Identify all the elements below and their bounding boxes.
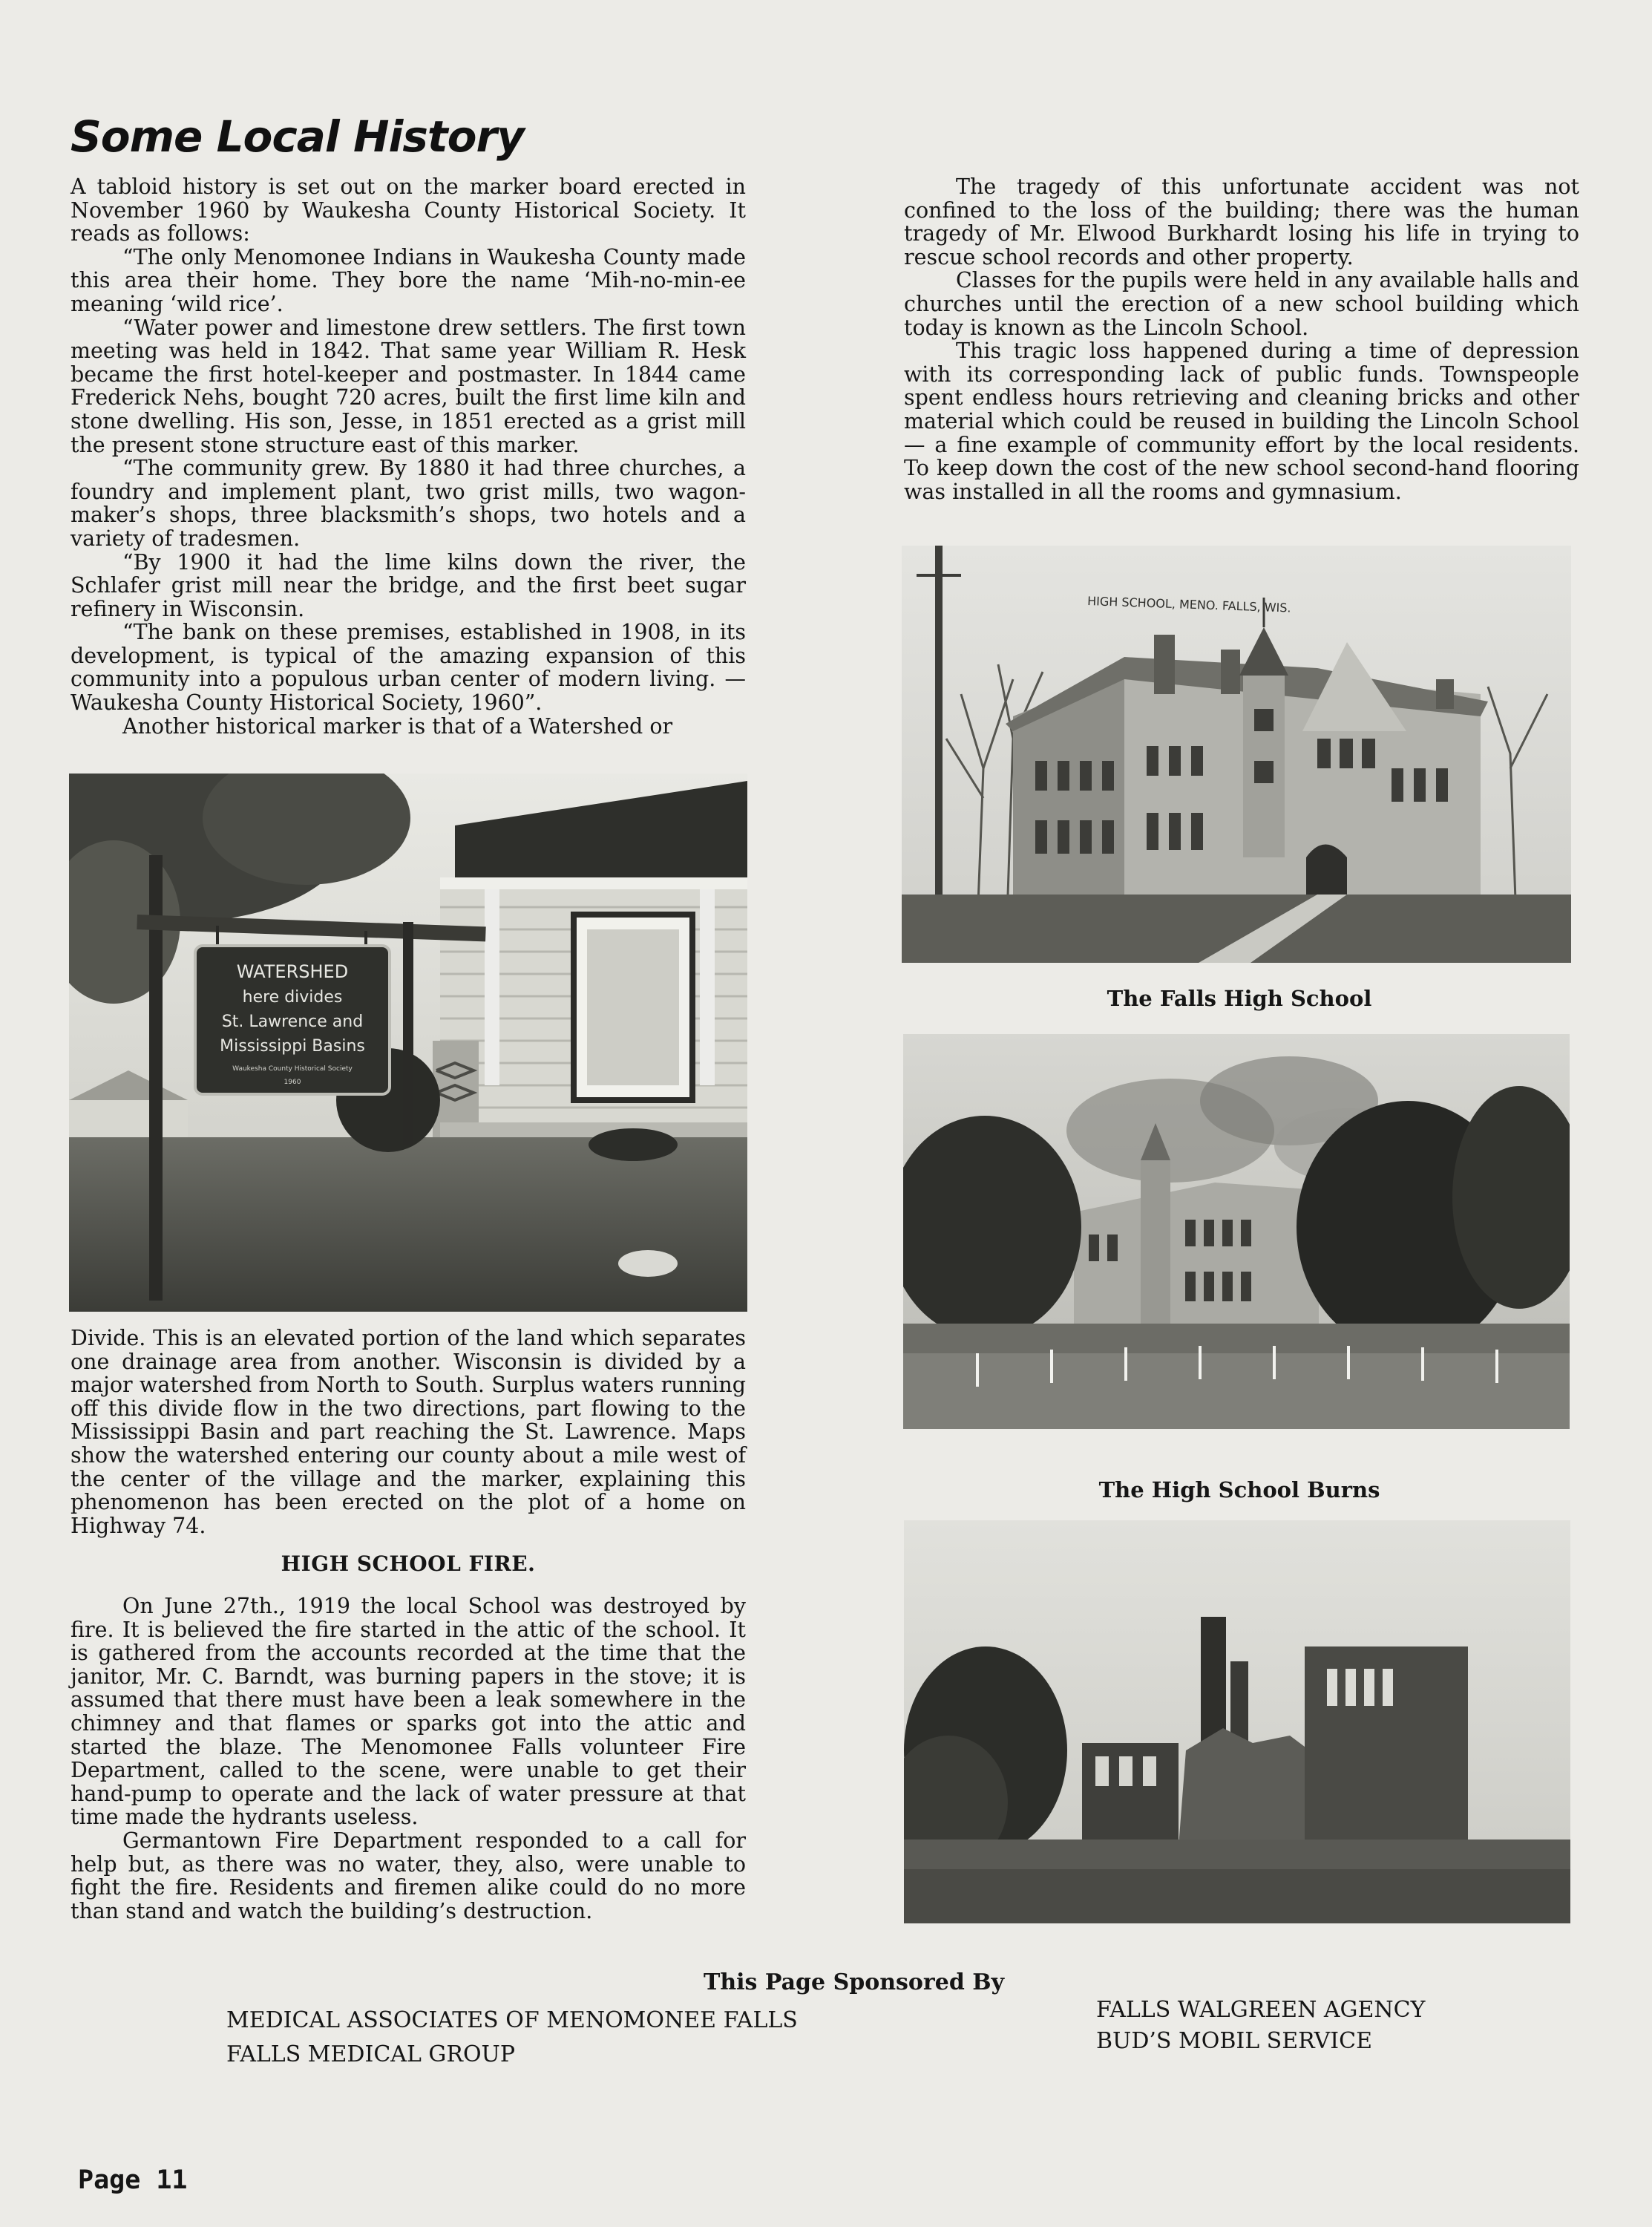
high-school-photo (902, 546, 1571, 963)
watershed-photo-art (69, 774, 747, 1312)
page-number: Page 11 (78, 2165, 188, 2195)
sign-small-text: Waukesha County Historical Society (232, 1065, 353, 1073)
sponsor-name: BUD’S MOBIL SERVICE (1096, 2028, 1373, 2054)
paragraph: “The only Menomonee Indians in Waukesha County made this area their home. They bore the name ‘Mih-no-min-ee meaning ‘wild rice’. (71, 244, 746, 316)
paragraph: “The bank on these premises, established in 1908, in its development, is typical of the amazing expansion of this community into a populous urban center of modern living. —Waukesha County Historical Society, 1960”. (71, 620, 746, 716)
right-column-text (904, 175, 1579, 503)
high-school-photo-art (902, 546, 1571, 963)
paragraph: Germantown Fire Department responded to a call for help but, as there was no water, they, also, were unable to fight the fire. Residents and firemen alike could do no more than stand and watch the building’s destruction. (71, 1828, 746, 1923)
paragraph: The tragedy of this unfortunate accident was not confined to the loss of the building; there was the human tragedy of Mr. Elwood Burkhardt losing his life in trying to rescue school records and other property. (904, 174, 1579, 269)
sponsor-name: FALLS MEDICAL GROUP (226, 2041, 516, 2067)
school-ruins-photo (904, 1520, 1570, 1923)
sign-line: WATERSHED (236, 961, 349, 982)
paragraph: Classes for the pupils were held in any available halls and churches until the erection of a new school building which today is known as the Lincoln School. (904, 268, 1579, 340)
sign-line: St. Lawrence and (221, 1013, 364, 1031)
paragraph: Another historical marker is that of a Watershed or (122, 713, 673, 739)
page-title: Some Local History (71, 111, 524, 162)
sponsor-name: FALLS WALGREEN AGENCY (1096, 1997, 1426, 2023)
photo-caption: The Falls High School (1107, 986, 1372, 1011)
paragraph: On June 27th., 1919 the local School was destroyed by fire. It is believed the fire started in the attic of the school. It is gathered from the accounts recorded at the time that the janitor, Mr. C. Barndt, was burning papers in the stove; it is assumed that there must have been a leak somewhere in the chimney and that flames or sparks got into the attic and started the blaze. The Menomonee Falls volunteer Fire Department, called to the scene, were unable to get their hand-pump to operate and the lack of water pressure at that time made the hydrants useless. (71, 1594, 746, 1830)
photo-inscription: HIGH SCHOOL, MENO. FALLS, WIS. (1086, 594, 1291, 615)
paragraph: A tabloid history is set out on the marker board erected in November 1960 by Waukesha County Historical Society. It reads as follows: (71, 174, 746, 246)
high-school-burns-photo (903, 1034, 1570, 1429)
sign-line: Mississippi Basins (220, 1037, 365, 1056)
paragraph: “By 1900 it had the lime kilns down the river, the Schlafer grist mill near the bridge, and the first beet sugar refinery in Wisconsin. (71, 549, 746, 621)
photo-caption: The High School Burns (1098, 1477, 1380, 1502)
paragraph: “Water power and limestone drew settlers. The first town meeting was held in 1842. That same year William R. Hesk became the first hotel-keeper and postmaster. In 1844 came Frederick Nehs, bought 720 acres, built the first lime kiln and stone dwelling. His son, Jesse, in 1851 erected as a grist mill the present stone structure east of this marker. (71, 315, 746, 457)
sponsor-name: MEDICAL ASSOCIATES OF MENOMONEE FALLS (226, 2007, 798, 2033)
left-column-intro (71, 175, 746, 738)
paragraph: This tragic loss happened during a time of depression with its corresponding lack of public funds. Townspeople spent endless hours retrieving and cleaning bricks and other material which could be reused in building the Lincoln School — a fine example of community effort by the local residents. To keep down the cost of the new school second-hand flooring was installed in all the rooms and gymnasium. (904, 339, 1579, 504)
sign-year: 1960 (283, 1079, 301, 1086)
paragraph: Divide. This is an elevated portion of the land which separates one drainage area from another. Wisconsin is divided by a major watershed from North to South. Surplus waters running off this divide flow in the two directions, part flowing to the Mississippi Basin and part reaching the St. Lawrence. Maps show the watershed entering our county about a mile west of the center of the village and the marker, explaining this phenomenon has been erected on the plot of a home on Highway 74. (71, 1326, 746, 1538)
high-school-burns-photo-art (903, 1034, 1570, 1429)
sponsor-heading: This Page Sponsored By (704, 1969, 1005, 1995)
paragraph: “The community grew. By 1880 it had three churches, a foundry and implement plant, two grist mills, two wagon-maker’s shops, three blacksmith’s shops, two hotels and a variety of tradesmen. (71, 456, 746, 551)
fire-story (71, 1595, 746, 1923)
school-ruins-photo-art (904, 1520, 1570, 1923)
sign-line: here divides (242, 988, 343, 1007)
watershed-sign-photo (69, 774, 747, 1312)
section-heading: HIGH SCHOOL FIRE. (281, 1551, 536, 1576)
watershed-paragraph (71, 1327, 746, 1537)
